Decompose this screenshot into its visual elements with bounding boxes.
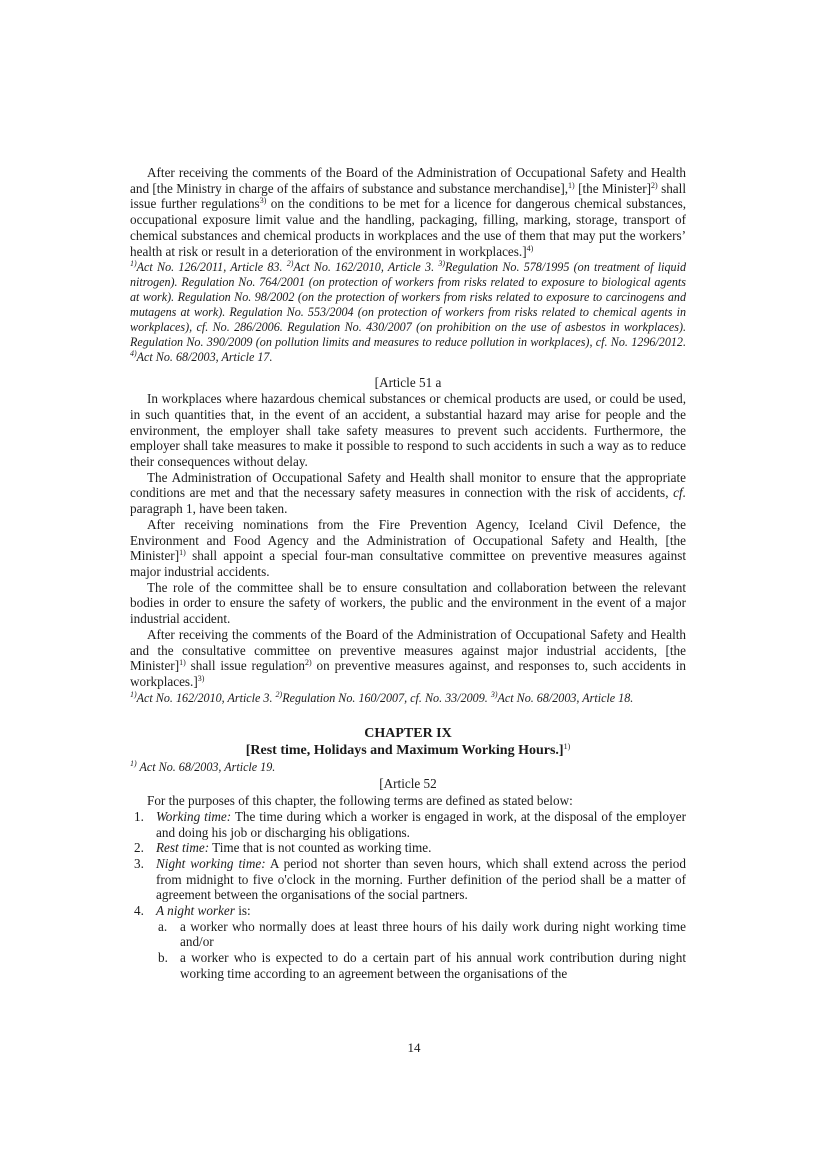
definitions-list bbox=[130, 809, 686, 982]
article-52-intro: For the purposes of this chapter, the following terms are defined as stated below: bbox=[147, 793, 573, 809]
article-51a-paragraph-4: The role of the committee shall be to ensure consultation and collaboration between the relevant bodies in order to ensure the safety of workers, the public and the environment in the event of a major industrial accident. bbox=[130, 579, 686, 627]
page-number: 14 bbox=[407, 1040, 421, 1055]
list-item: 3. Night working time: A period not shorter than seven hours, which shall extend across the period from midnight to five o'clock in the morning. Further definition of the period shall be a matter of agreement between the organisations of the social partners. bbox=[134, 855, 686, 903]
footnote-block-2: $^{1)}$Act No. 162/2010, Article 3. $^{2)}$Regulation No. 160/2007, cf. No. 33/2009. $^{3)}$Act No. 68/2003, Article 18. bbox=[130, 689, 634, 705]
article-51a-paragraph-2: The Administration of Occupational Safety and Health shall monitor to ensure that the appropriate conditions are met and that the necessary safety measures in connection with the risk of accidents, cf. paragraph 1, have been taken. bbox=[130, 469, 686, 517]
page-content bbox=[130, 165, 686, 982]
list-item: 4. A night worker is: bbox=[134, 903, 251, 919]
footnote-block-3: $^{1)}$ Act No. 68/2003, Article 19. bbox=[130, 758, 276, 774]
footnote-block-1: $^{1)}$Act No. 126/2011, Article 83. $^{2)}$Act No. 162/2010, Article 3. $^{3)}$Regulation No. 578/1995 (on treatment of liquid nitrogen). Regulation No. 764/2001 (on protection of workers from risks related to exposure to biological agents at work). Regulation No. 98/2002 (on the protection of workers from risks related to exposure to carcinogens and mutagens at work). Regulation No. 553/2004 (on protection of workers from risks related to chemical agents in workplaces), cf. No. 286/2006. Regulation No. 430/2007 (on prohibition on the use of asbestos in workplaces). Regulation No. 390/2009 (on pollution limits and measures to reduce pollution in workplaces), cf. No. 1296/2012. $^{4)}$Act No. 68/2003, Article 17. bbox=[130, 259, 686, 364]
article-52-heading: [Article 52 bbox=[379, 776, 437, 792]
sub-list-item: b. a worker who is expected to do a certain part of his annual work contribution during night working time according to an agreement between the organisations of the bbox=[158, 950, 686, 981]
chapter-subtitle: [Rest time, Holidays and Maximum Working Hours.]$^{1)}$ bbox=[245, 741, 571, 758]
article-51a-paragraph-5: After receiving the comments of the Board of the Administration of Occupational Safety and Health and the consultative committee on preventive measures against major industrial accidents, [the Minister]$^{1)}$ shall issue regulation$^{2)}$ on preventive measures against, and responses to, such accidents in workplaces.]$^{3)}$ bbox=[130, 626, 687, 689]
chapter-title: CHAPTER IX bbox=[364, 725, 452, 741]
paragraph-regulations: After receiving the comments of the Board of the Administration of Occupational Safety and Health and [the Ministry in charge of the affairs of substance and substance merchandise],$^{1)}$ [the Minister]$^{2)}$ shall issue further regulations$^{3)}$ on the conditions to be met for a licence for dangerous chemical substances, occupational exposure limit value and the handling, packaging, filling, marking, storage, transport of chemical substances and chemical products in workplaces and the use of them that may put the workers’ health at risk or result in a deterioration of the environment in workplaces.]$^{4)}$ bbox=[130, 165, 686, 259]
article-51a-heading: [Article 51 a bbox=[374, 374, 442, 390]
article-51a-paragraph-3: After receiving nominations from the Fire Prevention Agency, Iceland Civil Defence, the Environment and Food Agency and the Administration of Occupational Safety and Health, [the Minister]$^{1)}$ shall appoint a special four-man consultative committee on preventive measures against major industrial accidents. bbox=[130, 516, 686, 579]
article-51a-paragraph-1: In workplaces where hazardous chemical substances or chemical products are used, or could be used, in such quantities that, in the event of an accident, a substantial hazard may arise for people and the environment, the employer shall take safety measures to prevent such accidents. Furthermore, the employer shall take measures to make it possible to respond to such accidents in such a way as to reduce their consequences without delay. bbox=[130, 391, 686, 470]
list-item: 1. Working time: The time during which a worker is engaged in work, at the disposal of the employer and doing his job or discharging his obligations. bbox=[134, 808, 686, 840]
list-item: 2. Rest time: Time that is not counted as working time. bbox=[134, 840, 432, 856]
sub-list-item: a. a worker who normally does at least three hours of his daily work during night working time and/or bbox=[158, 918, 686, 950]
